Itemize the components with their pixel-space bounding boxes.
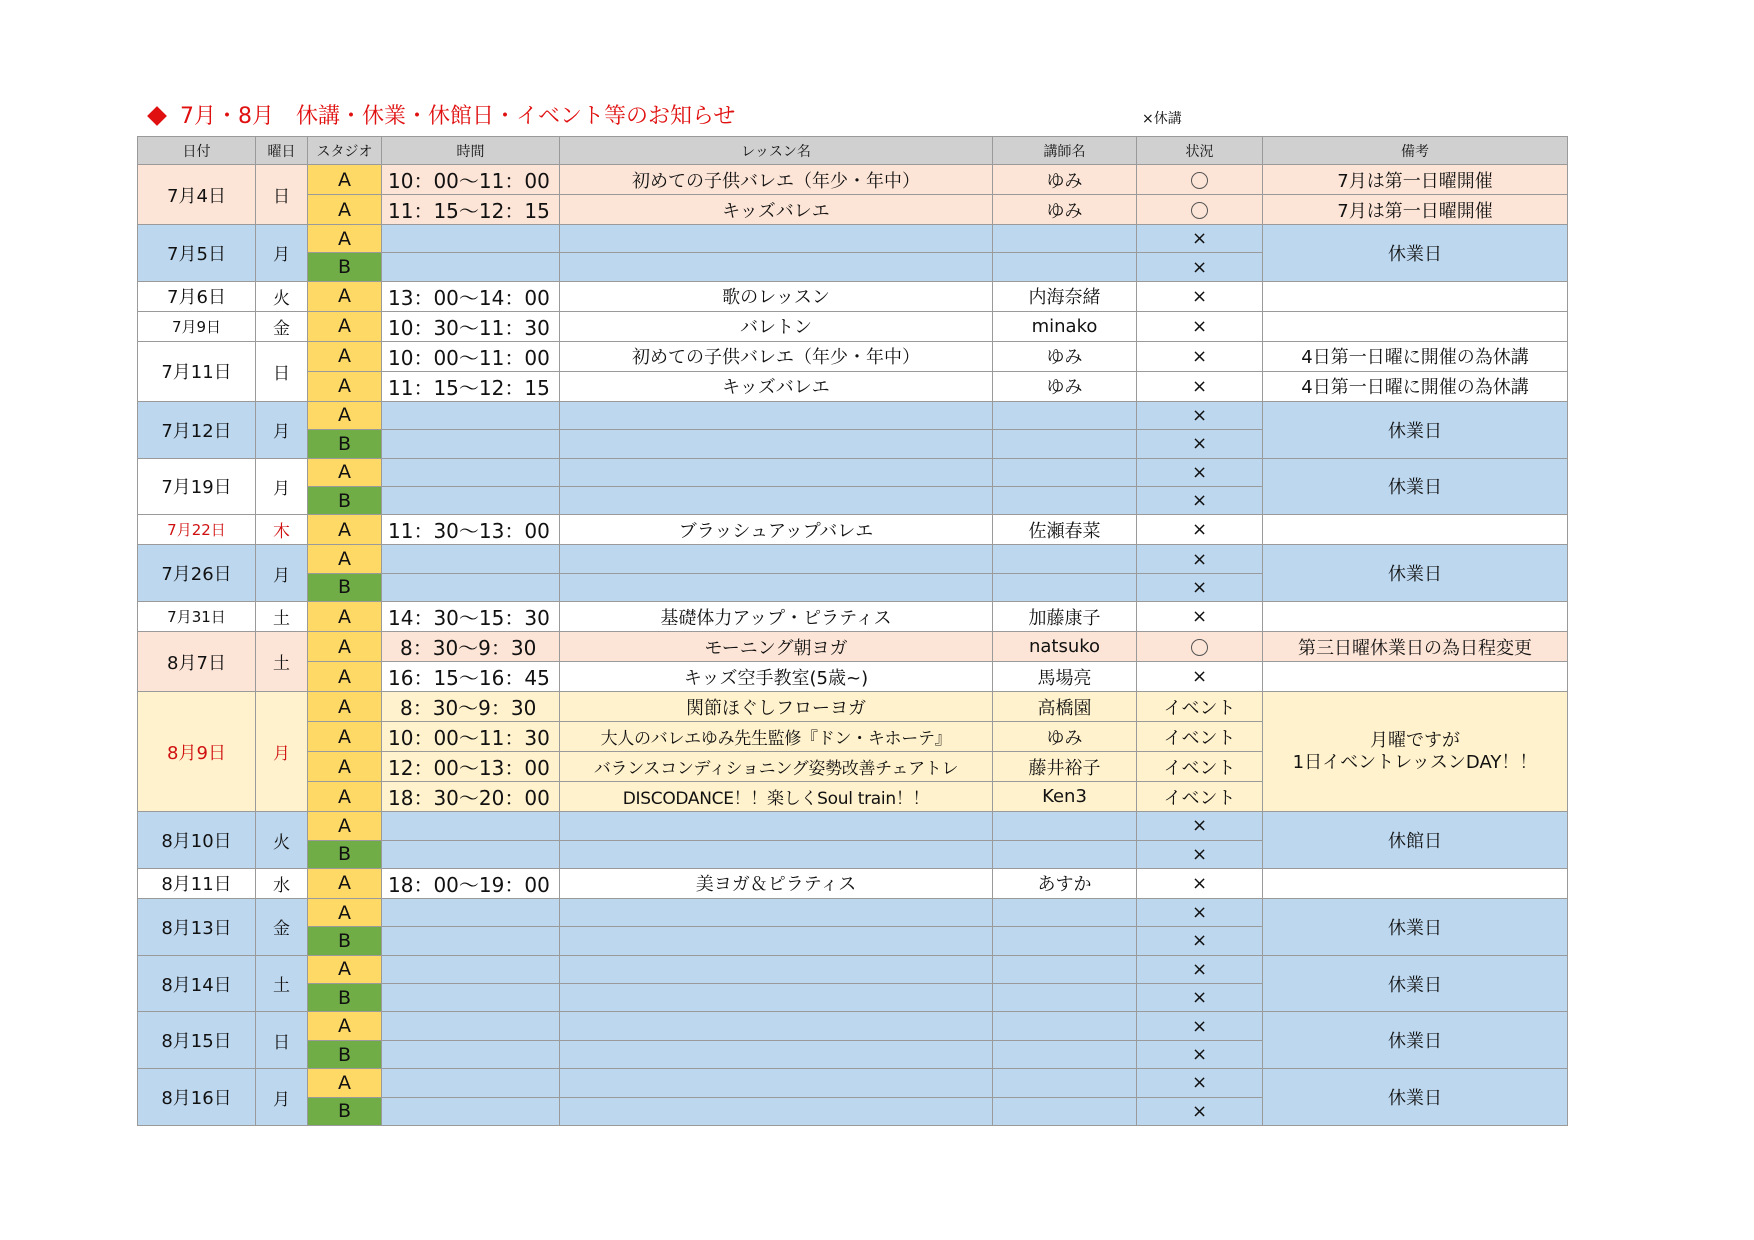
studio-cell: A [308, 662, 382, 692]
time-cell [382, 253, 560, 281]
time-cell: 13：00～14：00 [382, 281, 560, 311]
studio-cell: B [308, 1097, 382, 1125]
studio-cell: A [308, 458, 382, 486]
teacher-cell [993, 1040, 1137, 1068]
lesson-cell [560, 927, 993, 955]
status-cell: × [1137, 1040, 1263, 1068]
time-cell [382, 573, 560, 601]
legend-note: ×休講 [1142, 111, 1182, 127]
note-cell [1263, 515, 1568, 545]
studio-cell: B [308, 573, 382, 601]
status-cell: × [1137, 311, 1263, 341]
date-cell: 8月16日 [138, 1069, 256, 1126]
date-cell: 8月13日 [138, 898, 256, 955]
header-lesson: レッスン名 [560, 137, 993, 165]
teacher-cell: ゆみ [993, 165, 1137, 195]
time-cell [382, 898, 560, 926]
dow-cell: 月 [256, 401, 308, 458]
teacher-cell: 藤井裕子 [993, 752, 1137, 782]
dow-cell: 日 [256, 165, 308, 225]
table-row [138, 632, 1568, 662]
header-note: 備考 [1263, 137, 1568, 165]
time-cell: 10：00～11：30 [382, 722, 560, 752]
header-row [138, 137, 1568, 165]
table-row [138, 165, 1568, 195]
lesson-cell: 関節ほぐしフローヨガ [560, 692, 993, 722]
lesson-cell [560, 225, 993, 253]
time-cell: 14：30～15：30 [382, 602, 560, 632]
time-cell: 11：15～12：15 [382, 195, 560, 225]
lesson-cell [560, 840, 993, 868]
lesson-cell: 基礎体力アップ・ピラティス [560, 602, 993, 632]
dow-cell: 日 [256, 1012, 308, 1069]
status-cell: × [1137, 341, 1263, 371]
date-cell: 7月4日 [138, 165, 256, 225]
lesson-cell [560, 486, 993, 514]
lesson-cell: バランスコンディショニング姿勢改善チェアトレ [560, 752, 993, 782]
lesson-cell: 大人のバレエゆみ先生監修『ドン・キホーテ』 [560, 722, 993, 752]
table-row [138, 281, 1568, 311]
status-cell: × [1137, 840, 1263, 868]
table-row [138, 545, 1568, 573]
lesson-cell: 美ヨガ＆ピラティス [560, 868, 993, 898]
table-row [138, 458, 1568, 486]
teacher-cell [993, 486, 1137, 514]
studio-cell: A [308, 1069, 382, 1097]
schedule-table [137, 136, 1568, 1126]
lesson-cell: ブラッシュアップバレエ [560, 515, 993, 545]
note-cell: 休業日 [1263, 458, 1568, 515]
circle-icon [1191, 202, 1208, 219]
teacher-cell [993, 898, 1137, 926]
dow-cell: 水 [256, 868, 308, 898]
teacher-cell [993, 984, 1137, 1012]
dow-cell: 木 [256, 515, 308, 545]
studio-cell: A [308, 632, 382, 662]
circle-icon [1191, 172, 1208, 189]
teacher-cell: minako [993, 311, 1137, 341]
studio-cell: A [308, 722, 382, 752]
dow-cell: 月 [256, 692, 308, 812]
teacher-cell [993, 1097, 1137, 1125]
time-cell: 18：30～20：00 [382, 782, 560, 812]
note-cell: 休業日 [1263, 1069, 1568, 1126]
status-cell: イベント [1137, 752, 1263, 782]
time-cell [382, 1069, 560, 1097]
table-row [138, 692, 1568, 722]
teacher-cell [993, 927, 1137, 955]
date-cell: 7月31日 [138, 602, 256, 632]
time-cell: 12：00～13：00 [382, 752, 560, 782]
time-cell [382, 812, 560, 840]
teacher-cell [993, 955, 1137, 983]
time-cell: 10：00～11：00 [382, 341, 560, 371]
status-cell: × [1137, 573, 1263, 601]
studio-cell: A [308, 165, 382, 195]
lesson-cell [560, 1097, 993, 1125]
note-cell: 7月は第一日曜開催 [1263, 195, 1568, 225]
date-cell: 7月19日 [138, 458, 256, 515]
lesson-cell: DISCODANCE！！楽しくSoul train！！ [560, 782, 993, 812]
studio-cell: A [308, 341, 382, 371]
studio-cell: A [308, 371, 382, 401]
studio-cell: A [308, 225, 382, 253]
table-row [138, 602, 1568, 632]
teacher-cell: natsuko [993, 632, 1137, 662]
time-cell [382, 1097, 560, 1125]
header-studio: スタジオ [308, 137, 382, 165]
studio-cell: A [308, 311, 382, 341]
lesson-cell [560, 1012, 993, 1040]
lesson-cell: キッズバレエ [560, 371, 993, 401]
time-cell: 10：30～11：30 [382, 311, 560, 341]
note-cell: 休業日 [1263, 401, 1568, 458]
teacher-cell: Ken3 [993, 782, 1137, 812]
status-cell: × [1137, 927, 1263, 955]
time-cell [382, 927, 560, 955]
studio-cell: B [308, 253, 382, 281]
date-cell: 7月22日 [138, 515, 256, 545]
studio-cell: A [308, 955, 382, 983]
teacher-cell [993, 545, 1137, 573]
lesson-cell [560, 573, 993, 601]
note-cell [1263, 281, 1568, 311]
time-cell: 10：00～11：00 [382, 165, 560, 195]
note-cell: 4日第一日曜に開催の為休講 [1263, 371, 1568, 401]
note-cell: 休業日 [1263, 225, 1568, 282]
date-cell: 7月26日 [138, 545, 256, 602]
status-cell: × [1137, 984, 1263, 1012]
studio-cell: A [308, 602, 382, 632]
status-cell: × [1137, 430, 1263, 458]
lesson-cell: キッズ空手教室(5歳~) [560, 662, 993, 692]
time-cell [382, 840, 560, 868]
lesson-cell: バレトン [560, 311, 993, 341]
header-date: 日付 [138, 137, 256, 165]
status-cell: × [1137, 602, 1263, 632]
time-cell [382, 1012, 560, 1040]
table-row [138, 955, 1568, 983]
status-cell: × [1137, 281, 1263, 311]
date-cell: 8月10日 [138, 812, 256, 869]
teacher-cell: ゆみ [993, 722, 1137, 752]
table-row [138, 401, 1568, 429]
dow-cell: 火 [256, 812, 308, 869]
lesson-cell [560, 458, 993, 486]
dow-cell: 月 [256, 545, 308, 602]
lesson-cell: 初めての子供バレエ（年少・年中） [560, 341, 993, 371]
studio-cell: A [308, 868, 382, 898]
date-cell: 8月7日 [138, 632, 256, 692]
time-cell [382, 401, 560, 429]
status-cell: × [1137, 1012, 1263, 1040]
studio-cell: B [308, 840, 382, 868]
teacher-cell [993, 1012, 1137, 1040]
studio-cell: B [308, 1040, 382, 1068]
lesson-cell [560, 1040, 993, 1068]
teacher-cell: ゆみ [993, 371, 1137, 401]
status-cell: × [1137, 401, 1263, 429]
table-row [138, 371, 1568, 401]
date-cell: 7月9日 [138, 311, 256, 341]
teacher-cell: 内海奈緒 [993, 281, 1137, 311]
studio-cell: A [308, 545, 382, 573]
time-cell: 18：00～19：00 [382, 868, 560, 898]
teacher-cell [993, 840, 1137, 868]
teacher-cell [993, 573, 1137, 601]
studio-cell: A [308, 401, 382, 429]
dow-cell: 金 [256, 898, 308, 955]
teacher-cell [993, 812, 1137, 840]
status-cell: × [1137, 458, 1263, 486]
header-dow: 曜日 [256, 137, 308, 165]
note-cell: 休館日 [1263, 812, 1568, 869]
table-row [138, 898, 1568, 926]
status-cell: × [1137, 1097, 1263, 1125]
studio-cell: B [308, 984, 382, 1012]
note-cell: 休業日 [1263, 898, 1568, 955]
note-cell: 休業日 [1263, 545, 1568, 602]
dow-cell: 月 [256, 225, 308, 282]
teacher-cell: 馬場亮 [993, 662, 1137, 692]
dow-cell: 月 [256, 458, 308, 515]
status-cell: イベント [1137, 782, 1263, 812]
status-cell: × [1137, 515, 1263, 545]
status-cell: イベント [1137, 692, 1263, 722]
date-cell: 8月9日 [138, 692, 256, 812]
studio-cell: A [308, 692, 382, 722]
teacher-cell: 高橋園 [993, 692, 1137, 722]
time-cell: 11：30～13：00 [382, 515, 560, 545]
lesson-cell [560, 545, 993, 573]
teacher-cell [993, 458, 1137, 486]
studio-cell: A [308, 752, 382, 782]
status-cell: × [1137, 253, 1263, 281]
lesson-cell: モーニング朝ヨガ [560, 632, 993, 662]
table-row [138, 195, 1568, 225]
studio-cell: A [308, 812, 382, 840]
note-cell: 休業日 [1263, 1012, 1568, 1069]
status-cell: × [1137, 1069, 1263, 1097]
teacher-cell: ゆみ [993, 195, 1137, 225]
table-row [138, 341, 1568, 371]
time-cell [382, 430, 560, 458]
status-cell: × [1137, 545, 1263, 573]
teacher-cell [993, 1069, 1137, 1097]
time-cell [382, 458, 560, 486]
date-cell: 7月6日 [138, 281, 256, 311]
note-cell: 第三日曜休業日の為日程変更 [1263, 632, 1568, 662]
status-cell: × [1137, 812, 1263, 840]
note-cell: 7月は第一日曜開催 [1263, 165, 1568, 195]
teacher-cell: あすか [993, 868, 1137, 898]
teacher-cell [993, 225, 1137, 253]
teacher-cell [993, 430, 1137, 458]
header-time: 時間 [382, 137, 560, 165]
time-cell [382, 225, 560, 253]
teacher-cell: ゆみ [993, 341, 1137, 371]
date-cell: 7月5日 [138, 225, 256, 282]
dow-cell: 金 [256, 311, 308, 341]
time-cell [382, 955, 560, 983]
teacher-cell [993, 253, 1137, 281]
time-cell [382, 545, 560, 573]
status-cell: × [1137, 662, 1263, 692]
table-row [138, 1069, 1568, 1097]
time-cell: 11：15～12：15 [382, 371, 560, 401]
status-cell: × [1137, 955, 1263, 983]
note-line: 1日イベントレッスンDAY！！ [1292, 751, 1538, 773]
lesson-cell: 歌のレッスン [560, 281, 993, 311]
table-row [138, 225, 1568, 253]
lesson-cell [560, 401, 993, 429]
dow-cell: 土 [256, 602, 308, 632]
status-cell [1137, 195, 1263, 225]
note-cell [1263, 311, 1568, 341]
note-line: 月曜ですが [1370, 729, 1460, 751]
lesson-cell [560, 898, 993, 926]
studio-cell: A [308, 782, 382, 812]
table-row [138, 515, 1568, 545]
time-cell [382, 1040, 560, 1068]
status-cell [1137, 165, 1263, 195]
status-cell: × [1137, 486, 1263, 514]
dow-cell: 土 [256, 955, 308, 1012]
lesson-cell [560, 1069, 993, 1097]
studio-cell: A [308, 195, 382, 225]
header-status: 状況 [1137, 137, 1263, 165]
dow-cell: 月 [256, 1069, 308, 1126]
title-text: 7月・8月 休講・休業・休館日・イベント等のお知らせ [180, 104, 736, 129]
lesson-cell [560, 955, 993, 983]
lesson-cell [560, 812, 993, 840]
status-cell: × [1137, 225, 1263, 253]
lesson-cell [560, 253, 993, 281]
lesson-cell: キッズバレエ [560, 195, 993, 225]
table-row [138, 812, 1568, 840]
studio-cell: A [308, 281, 382, 311]
teacher-cell [993, 401, 1137, 429]
note-cell: 休業日 [1263, 955, 1568, 1012]
lesson-cell: 初めての子供バレエ（年少・年中） [560, 165, 993, 195]
status-cell: × [1137, 868, 1263, 898]
date-cell: 8月15日 [138, 1012, 256, 1069]
note-cell [1263, 692, 1568, 812]
teacher-cell: 佐瀬春菜 [993, 515, 1137, 545]
time-cell [382, 486, 560, 514]
table-row [138, 868, 1568, 898]
date-cell: 7月12日 [138, 401, 256, 458]
dow-cell: 土 [256, 632, 308, 692]
time-cell: 8：30～9：30 [382, 632, 560, 662]
teacher-cell: 加藤康子 [993, 602, 1137, 632]
table-row [138, 311, 1568, 341]
lesson-cell [560, 984, 993, 1012]
table-row [138, 1012, 1568, 1040]
studio-cell: A [308, 515, 382, 545]
status-cell: × [1137, 371, 1263, 401]
table-row [138, 662, 1568, 692]
studio-cell: A [308, 898, 382, 926]
dow-cell: 火 [256, 281, 308, 311]
lesson-cell [560, 430, 993, 458]
studio-cell: B [308, 486, 382, 514]
note-cell [1263, 662, 1568, 692]
time-cell: 8：30～9：30 [382, 692, 560, 722]
status-cell: イベント [1137, 722, 1263, 752]
date-cell: 8月14日 [138, 955, 256, 1012]
note-cell [1263, 868, 1568, 898]
date-cell: 7月11日 [138, 341, 256, 401]
status-cell [1137, 632, 1263, 662]
studio-cell: A [308, 1012, 382, 1040]
note-cell [1263, 602, 1568, 632]
diamond-icon [147, 106, 167, 126]
time-cell [382, 984, 560, 1012]
note-cell: 4日第一日曜に開催の為休講 [1263, 341, 1568, 371]
time-cell: 16：15～16：45 [382, 662, 560, 692]
circle-icon [1191, 639, 1208, 656]
header-teacher: 講師名 [993, 137, 1137, 165]
dow-cell: 日 [256, 341, 308, 401]
date-cell: 8月11日 [138, 868, 256, 898]
page-title [146, 102, 735, 132]
studio-cell: B [308, 430, 382, 458]
status-cell: × [1137, 898, 1263, 926]
studio-cell: B [308, 927, 382, 955]
